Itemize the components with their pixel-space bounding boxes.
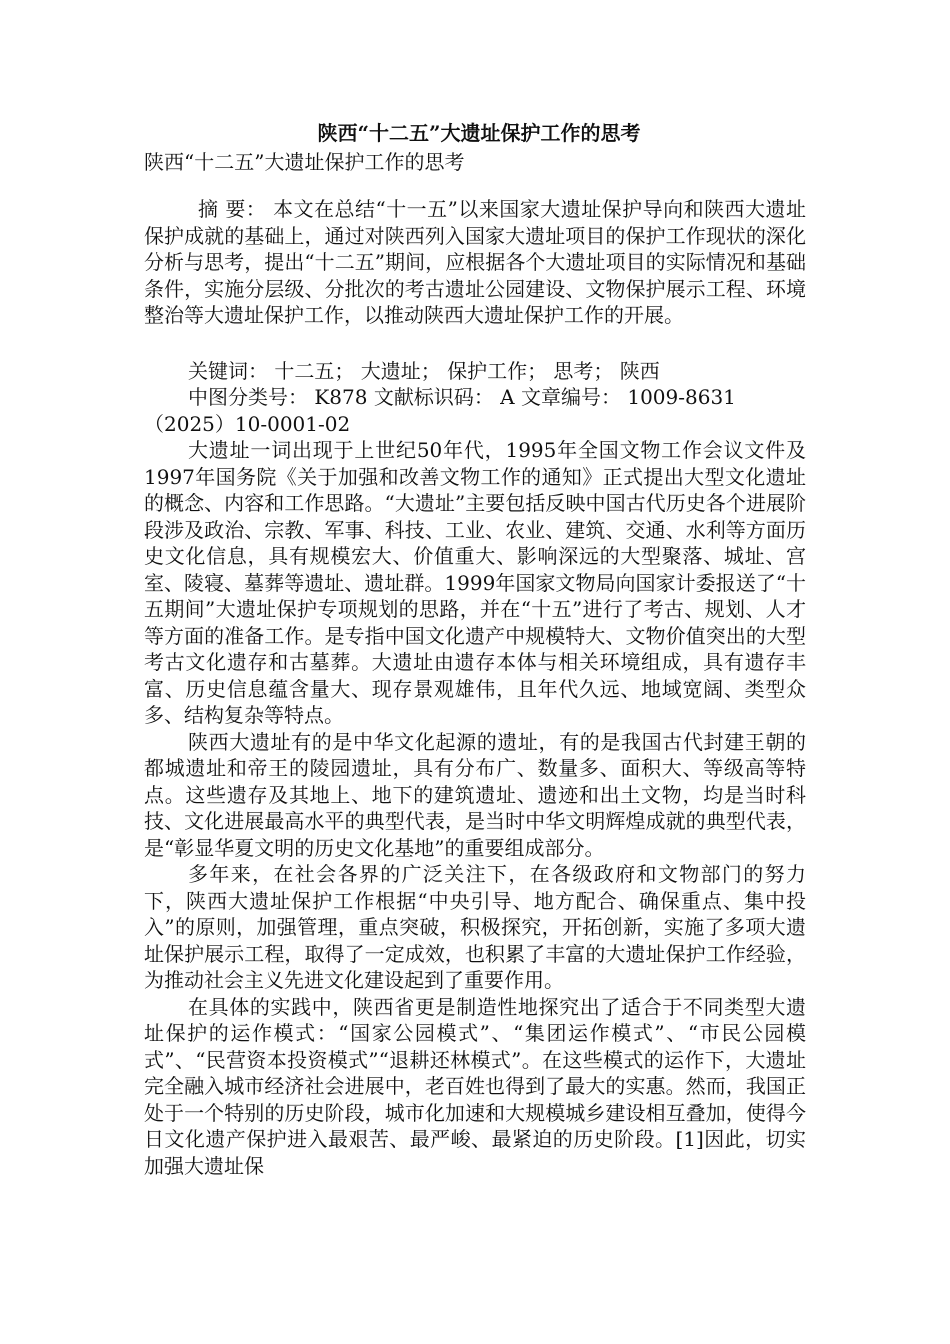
keywords-line: 关键词： 十二五； 大遗址； 保护工作； 思考； 陕西 bbox=[188, 358, 660, 383]
abstract-paragraph: 摘 要： 本文在总结“十一五”以来国家大遗址保护导向和陕西大遗址保护成就的基础上，通过对陕西列入国家大遗址项目的保护工作现状的深化分析与思考，提出“十二五”期间，应根据各个大遗址项目的实际情况和基础条件，实施分层级、分批次的考古遗址公园建设、文物保护展示工程、环境整治等大遗址保护工作，以推动陕西大遗址保护工作的开展。 bbox=[144, 197, 806, 327]
document-page bbox=[144, 118, 806, 1179]
document-subtitle: 陕西“十二五”大遗址保护工作的思考 bbox=[144, 150, 465, 174]
body-paragraph-2: 陕西大遗址有的是中华文化起源的遗址，有的是我国古代封建王朝的都城遗址和帝王的陵园遗址，具有分布广、数量多、面积大、等级高等特点。这些遗存及其地上、地下的建筑遗址、遗迹和出土文物，均是当时科技、文化进展最高水平的典型代表，是当时中华文明辉煌成就的典型代表，是“彰显华夏文明的历史文化基地”的重要组成部分。 bbox=[144, 729, 806, 860]
document-title: 陕西“十二五”大遗址保护工作的思考 bbox=[317, 121, 641, 145]
body-paragraph-3: 多年来，在社会各界的广泛关注下，在各级政府和文物部门的努力下，陕西大遗址保护工作根据“中央引导、地方配合、确保重点、集中投入”的原则，加强管理，重点突破，积极探究，开拓创新，实施了多项大遗址保护展示工程，取得了一定成效，也积累了丰富的大遗址保护工作经验，为推动社会主义先进文化建设起到了重要作用。 bbox=[144, 862, 806, 992]
body-paragraph-1: 大遗址一词出现于上世纪50年代，1995年全国文物工作会议文件及1997年国务院《关于加强和改善文物工作的通知》正式提出大型文化遗址的概念、内容和工作思路。“大遗址”主要包括反映中国古代历史各个进展阶段涉及政治、宗教、军事、科技、工业、农业、建筑、交通、水利等方面历史文化信息，具有规模宏大、价值重大、影响深远的大型聚落、城址、宫室、陵寝、墓葬等遗址、遗址群。1999年国家文物局向国家计委报送了“十五期间”大遗址保护专项规划的思路，并在“十五”进行了考古、规划、人才等方面的准备工作。是专指中国文化遗产中规模特大、文物价值突出的大型考古文化遗存和古墓葬。大遗址由遗存本体与相关环境组成，具有遗存丰富、历史信息蕴含量大、现存景观雄伟，且年代久远、地域宽阔、类型众多、结构复杂等特点。 bbox=[144, 438, 806, 727]
classification-line: 中图分类号： K878 文献标识码： A 文章编号： 1009-8631（2025）10-0001-02 bbox=[144, 385, 736, 436]
body-paragraph-4: 在具体的实践中，陕西省更是制造性地探究出了适合于不同类型大遗址保护的运作模式：“国家公园模式”、“集团运作模式”、“市民公园模式”、“民营资本投资模式”“退耕还林模式”。在这些模式的运作下，大遗址完全融入城市经济社会进展中，老百姓也得到了最大的实惠。然而，我国正处于一个特别的历史阶段，城市化加速和大规模城乡建设相互叠加，使得今日文化遗产保护进入最艰苦、最严峻、最紧迫的历史阶段。[1]因此，切实加强大遗址保 bbox=[144, 994, 806, 1178]
